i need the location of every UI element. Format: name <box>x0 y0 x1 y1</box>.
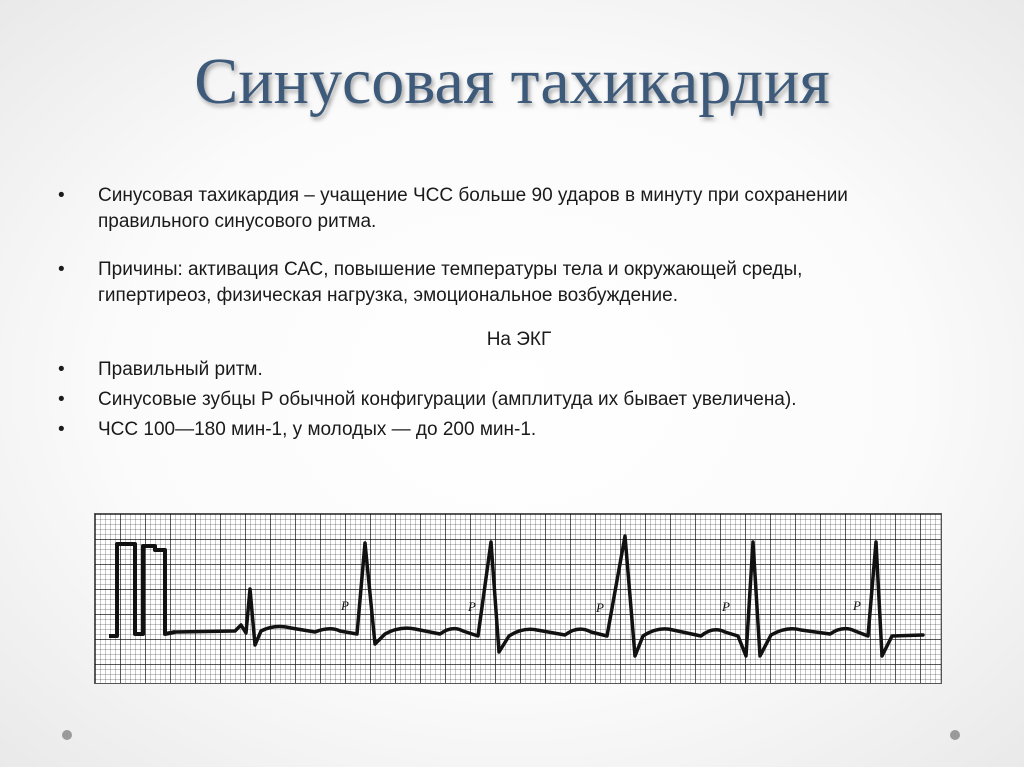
bullet-marker: • <box>58 185 65 206</box>
bullet-line: Синусовая тахикардия – учащение ЧСС больше 90 ударов в минуту при сохранении <box>98 185 848 206</box>
ecg-heading: На ЭКГ <box>486 329 552 350</box>
bullet-line: правильного синусового ритма. <box>98 211 377 232</box>
bullet-regular-rhythm <box>58 357 958 383</box>
ecg-trace <box>175 536 923 656</box>
bullet-p-waves <box>58 387 958 413</box>
p-wave-label: P <box>722 599 730 614</box>
bullet-text: Синусовые зубцы Р обычной конфигурации (амплитуда их бывает увеличена). <box>98 389 797 410</box>
bullet-marker: • <box>58 419 65 440</box>
bullet-text: Правильный ритм. <box>98 359 263 380</box>
bullet-text: ЧСС 100—180 мин-1, у молодых — до 200 мин-1. <box>98 419 537 440</box>
bullet-marker: • <box>58 389 65 410</box>
p-wave-label: P <box>468 599 476 614</box>
bullet-heart-rate <box>58 417 958 443</box>
bullet-definition <box>58 183 958 235</box>
ecg-trace-chart <box>95 514 941 683</box>
bullet-marker: • <box>58 259 65 280</box>
p-wave-label: P <box>341 598 349 613</box>
bullet-marker: • <box>58 359 65 380</box>
bullet-line: Причины: активация САС, повышение температуры тела и окружающей среды, <box>98 259 803 280</box>
next-slide-dot[interactable] <box>950 730 960 740</box>
bullet-causes <box>58 257 958 309</box>
p-wave-label: P <box>596 600 604 615</box>
calibration-pulse <box>109 544 175 636</box>
slide-body <box>58 183 958 443</box>
p-wave-label: P <box>853 598 861 613</box>
slide-title: Синусовая тахикардия <box>194 45 830 118</box>
prev-slide-dot[interactable] <box>62 730 72 740</box>
ecg-strip <box>94 513 942 684</box>
bullet-line: гипертиреоз, физическая нагрузка, эмоциональное возбуждение. <box>98 285 678 306</box>
